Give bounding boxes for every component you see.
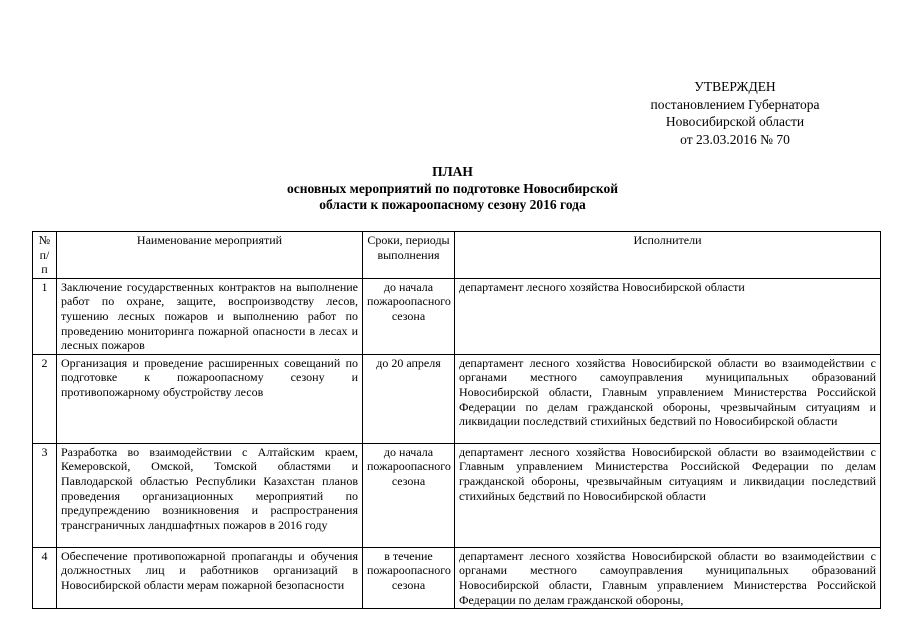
header-num: № п/п [33, 232, 57, 279]
row-num: 4 [33, 547, 57, 608]
plan-title-line-2: основных мероприятий по подготовке Новосибирской [286, 180, 619, 196]
table-row [33, 278, 881, 354]
table-header-row [33, 232, 881, 279]
approval-line-date: от 23.03.2016 № 70 [680, 131, 790, 147]
row-term: в течение пожароопасного сезона [363, 547, 455, 608]
table-row [33, 443, 881, 547]
row-num: 3 [33, 443, 57, 547]
row-name: Обеспечение противопожарной пропаганды и обучения должностных лиц и работников организаций в Новосибирской области мерам пожарной безопасности [57, 547, 363, 608]
row-executors: департамент лесного хозяйства Новосибирской области во взаимодействии с органами местного самоуправления муниципальных образований Новосибирской области, Главным управлением Министерства Российской Федерации по делам гражданской обороны, чрезвычайным ситуациям и ликвидации последствий стихийных бедствий по Новосибирской области [455, 354, 881, 443]
plan-title [150, 164, 755, 214]
row-name: Организация и проведение расширенных совещаний по подготовке к пожароопасному сезону и противопожарному обустройству лесов [57, 354, 363, 443]
row-name: Заключение государственных контрактов на выполнение работ по охране, защите, воспроизводству лесов, тушению лесных пожаров и выполнению работ по проведению мониторинга пожарной опасности в лесах и лесных пожаров [57, 278, 363, 354]
approval-line-region: Новосибирской области [665, 114, 805, 129]
approval-block [600, 78, 870, 148]
row-executors: департамент лесного хозяйства Новосибирской области [455, 278, 881, 354]
row-num: 2 [33, 354, 57, 443]
plan-title-line-1: ПЛАН [432, 164, 473, 179]
row-term: до начала пожароопасного сезона [363, 278, 455, 354]
header-term: Сроки, периоды выполнения [363, 232, 455, 279]
row-executors: департамент лесного хозяйства Новосибирской области во взаимодействии с Главным управлением Министерства Российской Федерации по делам гражданской обороны, чрезвычайным ситуациям и ликвидации последствий стихийных бедствий по Новосибирской области [455, 443, 881, 547]
plan-table [32, 231, 881, 609]
row-term: до начала пожароопасного сезона [363, 443, 455, 547]
table-row [33, 547, 881, 608]
row-num: 1 [33, 278, 57, 354]
plan-title-line-3: области к пожароопасному сезону 2016 года [319, 197, 586, 212]
table-row [33, 354, 881, 443]
approval-line-approved: УТВЕРЖДЕН [694, 79, 776, 94]
header-executors: Исполнители [455, 232, 881, 279]
header-name: Наименование мероприятий [57, 232, 363, 279]
row-term: до 20 апреля [363, 354, 455, 443]
approval-line-decree: постановлением Губернатора [650, 96, 820, 112]
row-executors: департамент лесного хозяйства Новосибирской области во взаимодействии с органами местного самоуправления муниципальных образований Новосибирской области, Главным управлением Министерства Российской Федерации по делам гражданской обороны, [455, 547, 881, 608]
row-name: Разработка во взаимодействии с Алтайским краем, Кемеровской, Омской, Томской областями и Павлодарской областью Республики Казахстан планов проведения организационных мероприятий по предупреждению возникновения и распространения трансграничных ландшафтных пожаров в 2016 году [57, 443, 363, 547]
